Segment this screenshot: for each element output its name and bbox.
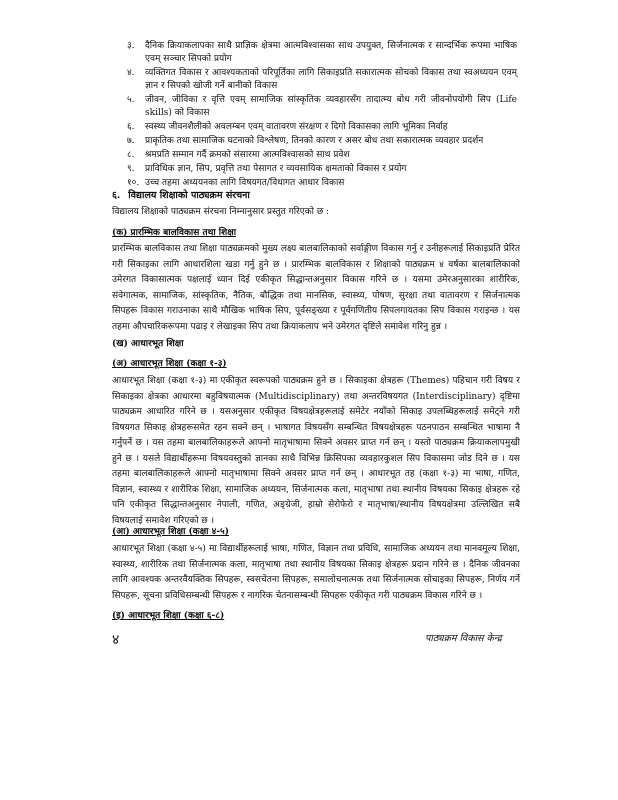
subheading-i: (इ) आधारभूत शिक्षा (कक्षा ६-८)	[112, 611, 225, 621]
list-item-text: प्राविधिक ज्ञान, सिप, प्रवृत्ति तथा पेसागत र व्यवसायिक क्षमताको विकास र प्रयोग	[145, 164, 407, 174]
paragraph-aa: आधारभूत शिक्षा (कक्षा ४-५) मा विद्यार्थीहरूलाई भाषा, गणित, विज्ञान तथा प्रविधि, सामाजिक अध्ययन तथा मानवमूल्य शिक्षा, स्वास्थ्य, शारीरिक तथा सिर्जनात्मक कला, मातृभाषा तथा स्थानीय विषयका सिकाइ क्षेत्रहरू प्रदान गरिने छ । दैनिक जीवनका लागि आवश्यक अन्तरवैयक्तिक सिपहरू, स्वसचेतना सिपहरू, समालोचनात्मक तथा सिर्जनात्मक सोचाइका सिपहरू, निर्णय गर्ने सिपहरू, सूचना प्रविधिसम्बन्धी सिपहरू र नागरिक चेतनासम्बन्धी सिपहरू एकीकृत गरी पाठ्यक्रम विकास गरिने छ ।	[112, 544, 520, 601]
intro-text: विद्यालय शिक्षाको पाठ्यक्रम संरचना निम्नानुसार प्रस्तुत गरिएको छ :	[112, 207, 330, 217]
paragraph-a: आधारभूत शिक्षा (कक्षा १-३) मा एकीकृत स्वरूपको पाठ्यक्रम हुने छ । सिकाइका क्षेत्रहरू (Themes) पहिचान गरी विषय र सिकाइका क्षेत्रका आधारमा बहुविषयात्मक (Multidisciplinary) तथा अन्तरविषयगत (Interdisciplinary) दृष्टिमा पाठ्यक्रम आधारित गरिने छ । यसअनुसार एकीकृत विषयक्षेत्रहरूलाई समेटेर नयाँको सिकाइ उपलब्धिहरूलाई समेट्ने गरी विषयगत सिकाइ क्षेत्रहरूसमेत रहन सक्ने छन् । भाषागत विषयसँग सम्बन्धित विषयक्षेत्रहरू पठनपाठन सम्बन्धित भाषामा नै गर्नुपर्ने छ । यस तहमा बालबालिकाहरूले आफ्नो मातृभाषामा सिक्ने अवसर प्राप्त गर्न छन् । यस्तो पाठ्यक्रम क्रियाकलापमुखी हुने छ । यसले विद्यार्थीहरूमा विषयवस्तुको ज्ञानका साथै विभिन्न क्रिसिपका व्यवहारकुशल सिप विकासमा जोड दिने छ । यस तहमा बालबालिकाहरूले आफ्नो मातृभाषामा सिक्ने अवसर प्राप्त गर्न छन् । आधारभूत तह (कक्षा १-३) मा भाषा, गणित, विज्ञान, स्वास्थ्य र शारीरिक शिक्षा, सामाजिक अध्ययन, सिर्जनात्मक कला, मातृभाषा तथा स्थानीय विषयका सिकाइ क्षेत्रहरू रहे पनि एकीकृत सिद्धान्तअनुसार नेपाली, गणित, अङ्ग्रेजी, हाम्रो सेरोफेरो र मातृभाषा/स्थानीय विषयक्षेत्रमा उल्लिखित सबै विषयलाई समावेश गरिएको छ ।	[112, 376, 520, 526]
list-item	[0, 149, 618, 162]
list-item	[0, 177, 618, 190]
list-item-number: ८.	[127, 150, 135, 160]
page-number: ४	[112, 632, 120, 648]
subheading-aa: (आ) आधारभूत शिक्षा (कक्षा ४-५)	[112, 527, 229, 537]
subheading-a: (अ) आधारभूत शिक्षा (कक्षा १-३)	[112, 359, 227, 369]
list-item-text: उच्च तहमा अध्ययनका लागि विषयगत/विधागत आधार विकास	[145, 178, 345, 188]
list-item-text: जीवन, जीविका र वृत्ति एवम् सामाजिक सांस्कृतिक व्यवहारसँग तादात्म्य बोध गरी जीवनोपयोगी सिप (Life skills) को विकास	[145, 95, 517, 118]
list-item	[0, 121, 618, 134]
list-item	[0, 94, 618, 120]
list-item-text: श्रमप्रति सम्मान गर्दै क्रमको संसारमा आत्मविश्वासको साथ प्रवेश	[145, 150, 350, 160]
list-item	[0, 40, 618, 66]
list-item-number: ६.	[127, 122, 135, 132]
section-number: ६.	[112, 190, 121, 201]
list-item-text: प्राकृतिक तथा सामाजिक घटनाको विश्लेषण, तिनको कारण र असर बोध तथा सकारात्मक व्यवहार प्रदर्शन	[145, 136, 484, 146]
list-item	[0, 135, 618, 148]
list-item-number: ५.	[127, 95, 135, 105]
subheading-kha: (ख) आधारभूत शिक्षा	[112, 339, 184, 349]
paragraph-ka: प्रारम्भिक बालविकास तथा शिक्षा पाठ्यक्रमको मुख्य लक्ष्य बालबालिकाको सर्वाङ्गीण विकास गर्नु र उनीहरूलाई सिकाइप्रति प्रेरित गरी सिकाइका लागि आधारशिला खडा गर्नु हुने छ । प्रारम्भिक बालविकास र शिक्षाको पाठ्यक्रम ४ वर्षका बालबालिकाको उमेरगत विकासात्मक पक्षलाई ध्यान दिई एकीकृत सिद्धान्तअनुसार विकास गरिने छ । यसमा उमेरअनुसारका शारीरिक, संवेगात्मक, सामाजिक, सांस्कृतिक, नैतिक, बौद्धिक तथा मानसिक, स्वास्थ्य, पोषण, सुरक्षा तथा वातावरण र सिर्जनात्मक सिपहरू विकास गराउनाका साथै मौखिक भाषिक सिप, पूर्वसङ्ख्या र पूर्वगणितीय सिपलगायतका सिप विकास गराइन्छ । यस तहमा औपचारिकरूपमा पढाइ र लेखाइका सिप तथा क्रियाकलाप भने उमेरगत दृष्टिले समावेश गरिनु हुन्न ।	[112, 244, 520, 332]
list-item-number: ७.	[127, 136, 135, 146]
list-item	[0, 67, 618, 93]
list-item-number: ३.	[127, 41, 135, 51]
section-title: विद्यालय शिक्षाको पाठ्यक्रम संरचना	[128, 190, 250, 201]
list-item-number: ९.	[127, 164, 135, 174]
list-item-number: ४.	[127, 68, 135, 78]
list-item-text: स्वस्थ्य जीवनशैलीको अवलम्बन एवम् वातावरण संरक्षण र दिगो विकासका लागि भूमिका निर्वाह	[145, 122, 448, 132]
list-item-text: व्यक्तिगत विकास र आवश्यकताको परिपूर्तिका लागि सिकाइप्रति सकारात्मक सोचको विकास तथा स्वअध्ययन एवम् ज्ञान र सिपको खोजी गर्ने बानीको विकास	[145, 68, 517, 91]
section-heading	[112, 188, 250, 201]
objectives-list	[0, 40, 618, 190]
list-item-number: १०.	[127, 178, 140, 188]
list-item	[0, 163, 618, 176]
subheading-ka: (क) प्रारम्भिक बालविकास तथा शिक्षा	[112, 228, 237, 238]
list-item-text: दैनिक क्रियाकलापका साथै प्राज्ञिक क्षेत्रमा आत्मविश्वासका साथ उपयुक्त, सिर्जनात्मक र सान्दर्भिक रूपमा भाषिक एवम् सञ्चार सिपको प्रयोग	[145, 41, 517, 64]
footer-title: पाठ्यक्रम विकास केन्द्र	[425, 633, 502, 644]
